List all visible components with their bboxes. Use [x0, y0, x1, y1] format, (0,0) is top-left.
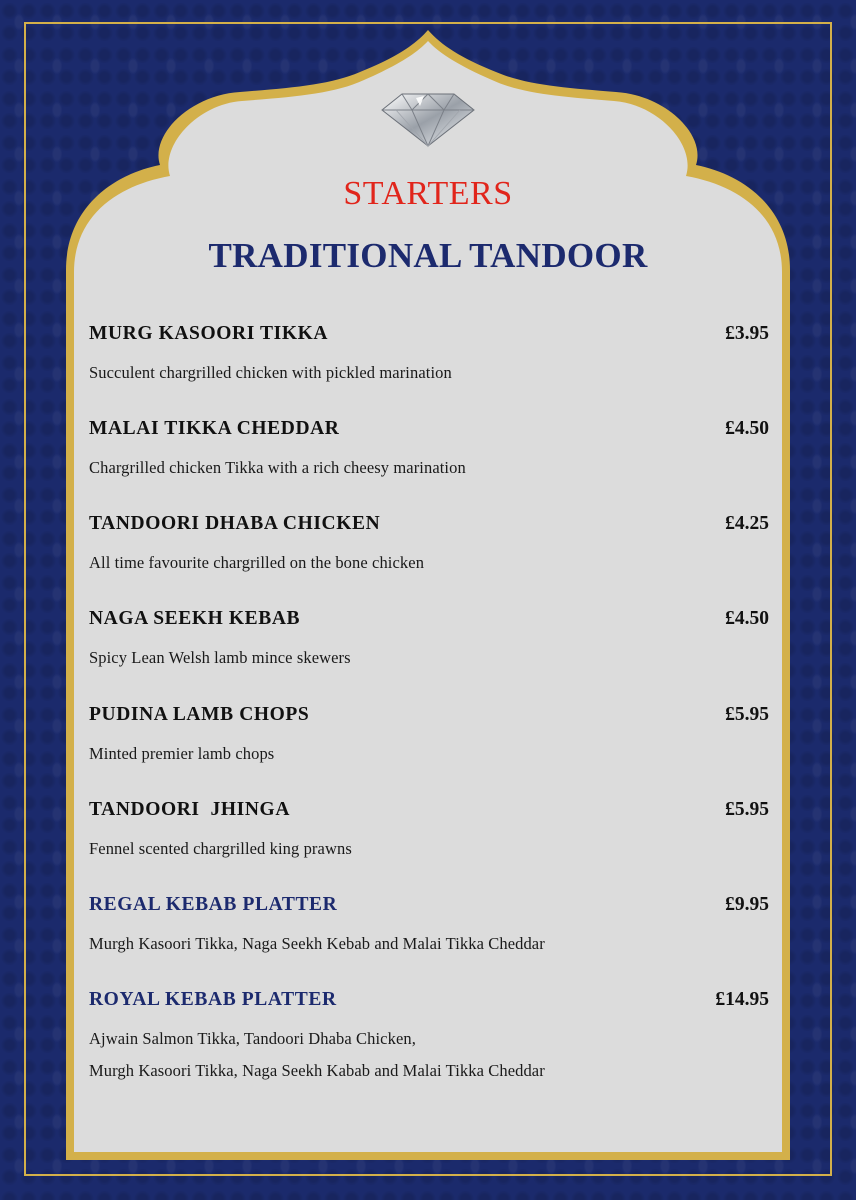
menu-item-platter — [89, 989, 769, 1087]
menu-item — [89, 799, 769, 865]
item-price: £3.95 — [725, 323, 769, 344]
item-price: £4.50 — [725, 418, 769, 439]
subsection-title: TRADITIONAL TANDOOR — [208, 236, 648, 275]
item-name: REGAL KEBAB PLATTER — [89, 894, 338, 915]
menu-item — [89, 418, 769, 484]
item-description: Minted premier lamb chops — [89, 744, 275, 763]
item-price: £4.50 — [725, 608, 769, 629]
menu-item — [89, 323, 769, 389]
item-description-line: Ajwain Salmon Tikka, Tandoori Dhaba Chicken, — [89, 1029, 416, 1048]
item-price: £5.95 — [725, 704, 769, 725]
item-description: Spicy Lean Welsh lamb mince skewers — [89, 648, 351, 667]
item-description: Succulent chargrilled chicken with pickled marination — [89, 363, 452, 382]
item-description-line: Murgh Kasoori Tikka, Naga Seekh Kabab and Malai Tikka Cheddar — [89, 1061, 545, 1080]
item-name: ROYAL KEBAB PLATTER — [89, 989, 337, 1010]
item-name: TANDOORI DHABA CHICKEN — [89, 513, 381, 534]
menu-item — [89, 513, 769, 579]
item-name: PUDINA LAMB CHOPS — [89, 704, 310, 725]
item-price: £4.25 — [725, 513, 769, 534]
item-price: £5.95 — [725, 799, 769, 820]
menu-item — [89, 608, 769, 674]
menu-item — [89, 704, 769, 770]
item-description — [89, 1023, 769, 1087]
menu-item-platter — [89, 894, 769, 960]
item-name: MALAI TIKKA CHEDDAR — [89, 418, 340, 439]
item-description: Chargrilled chicken Tikka with a rich cheesy marination — [89, 458, 466, 477]
item-name: NAGA SEEKH KEBAB — [89, 608, 301, 629]
item-name: TANDOORI JHINGA — [89, 799, 291, 820]
item-name: MURG KASOORI TIKKA — [89, 323, 329, 344]
section-title: STARTERS — [343, 175, 513, 212]
item-price: £9.95 — [725, 894, 769, 915]
item-description: Fennel scented chargrilled king prawns — [89, 839, 352, 858]
item-description: All time favourite chargrilled on the bone chicken — [89, 553, 425, 572]
item-price: £14.95 — [715, 989, 769, 1010]
item-description: Murgh Kasoori Tikka, Naga Seekh Kebab and Malai Tikka Cheddar — [89, 934, 545, 953]
